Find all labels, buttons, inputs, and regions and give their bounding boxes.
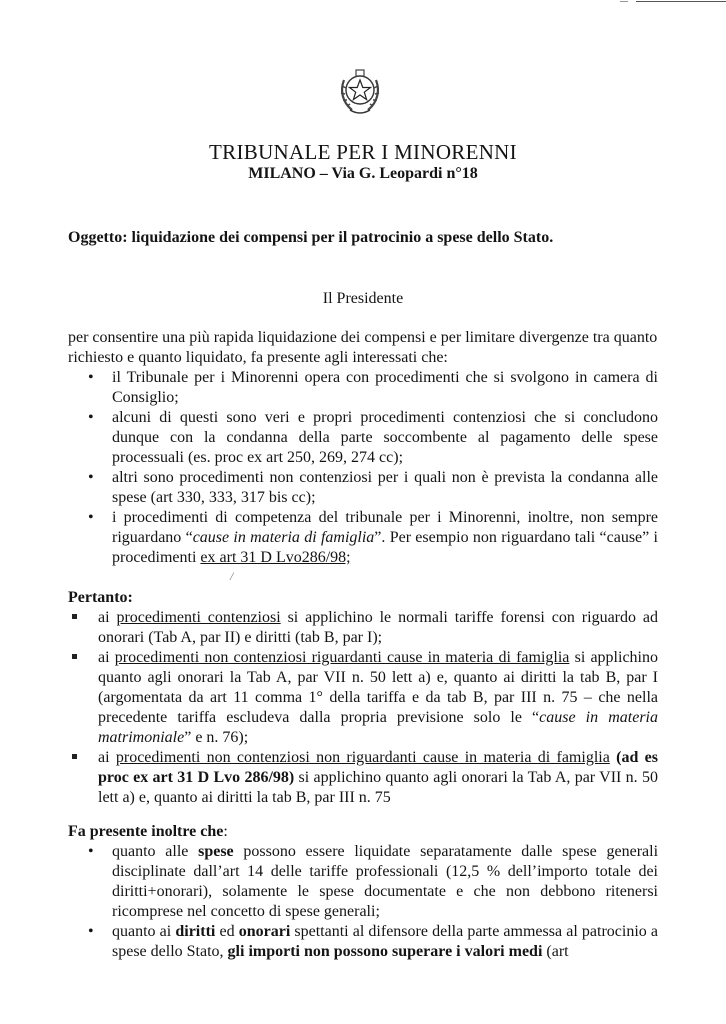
italic-text: cause in materia di famiglia — [192, 529, 375, 546]
italic-text: cause in materia matrimoniale — [98, 709, 658, 746]
stray-pen-mark: / — [230, 569, 234, 583]
bold-text: spese — [198, 843, 234, 860]
list-item: • il Tribunale per i Minorenni opera con procedimenti che si svolgono in camera di Consiglio; — [68, 368, 658, 408]
item-text: ai — [98, 649, 115, 666]
item-text: ai — [98, 609, 117, 626]
bold-text: (ad es proc ex art 31 D Lvo 286/98) — [98, 749, 658, 786]
intro-paragraph: per consentire una più rapida liquidazione dei compensi e per limitare divergenze tra quanto richiesto e quanto liquidato, fa presente agli interessati che: — [68, 329, 658, 366]
item-text: ”. Per esempio non riguardano tali “cause” i procedimenti — [112, 529, 659, 566]
item-text: si applichino quanto agli onorari la Tab A, par VII n. 50 lett a) e, quanto ai diritti la tab B, par I (argomentata da art 11 comma 1° della tariffa e da tab B, par III n. 75 – che nella precedente tariffa escludeva dalla propria previsione solo le “ — [98, 649, 658, 726]
intro-list — [68, 368, 658, 568]
item-text: spettanti al difensore della parte ammessa al patrocinio a spese dello Stato, — [112, 923, 658, 960]
underlined-text: procedimenti non contenziosi non riguardanti cause in materia di famiglia — [115, 749, 610, 766]
item-text: possono essere liquidate separatamente dalle spese generali disciplinate dall’art 14 delle tariffe professionali (12,5 % dell’importo totale dei diritti+onorari), solamente le spese documentate e che non debbono ritenersi ricomprese nel concetto di spese generali; — [112, 843, 659, 920]
list-item — [68, 608, 658, 648]
president-heading: Il Presidente — [322, 290, 404, 307]
item-text: ed — [215, 923, 239, 940]
fa-presente-list — [68, 842, 658, 962]
pertanto-section — [68, 588, 658, 808]
subject-line: Oggetto: liquidazione dei compensi per il patrocinio a spese dello Stato. — [68, 229, 554, 246]
court-title: TRIBUNALE PER I MINORENNI — [209, 140, 517, 164]
republic-emblem-icon — [336, 66, 384, 118]
scan-edge-line — [636, 1, 726, 2]
item-text: ai — [98, 749, 116, 766]
list-item — [68, 508, 658, 568]
underlined-text: procedimenti non contenziosi riguardanti cause in materia di famiglia — [114, 649, 570, 666]
list-item: • altri sono procedimenti non contenziosi per i quali non è prevista la condanna alle spese (art 330, 333, 317 bis cc); — [68, 468, 658, 508]
underlined-text: procedimenti contenziosi — [116, 609, 281, 626]
list-item — [68, 748, 658, 808]
item-text: quanto ai — [112, 923, 176, 940]
item-text: (art — [542, 943, 569, 960]
heading-colon: : — [223, 823, 228, 840]
list-item — [68, 922, 658, 962]
pertanto-heading: Pertanto: — [68, 589, 133, 606]
list-item — [68, 648, 658, 748]
list-item — [68, 842, 658, 922]
fa-presente-section — [68, 822, 658, 962]
court-address: MILANO – Via G. Leopardi n°18 — [248, 165, 478, 182]
heading-text: Fa presente inoltre che — [68, 823, 224, 840]
list-item: • alcuni di questi sono veri e propri procedimenti contenziosi che si concludono dunque con la condanna della parte soccombente al pagamento delle spese processuali (es. proc ex art 250, 269, 274 cc); — [68, 408, 658, 468]
item-text: si applichino quanto agli onorari la Tab A, par VII n. 50 lett a) e, quanto ai diritti la tab B, par III n. 75 — [98, 769, 658, 806]
intro-section — [68, 328, 658, 568]
item-text: quanto alle — [112, 843, 199, 860]
bold-text: gli importi non possono superare i valori medi — [227, 943, 543, 960]
underlined-text: ex art 31 D Lvo286/98; — [200, 549, 351, 566]
item-text: si applichino le normali tariffe forensi con riguardo ad onorari (Tab A, par II) e diritti (tab B, par I); — [98, 609, 659, 646]
pertanto-list — [68, 608, 658, 808]
fa-presente-heading — [68, 822, 658, 842]
item-text: i procedimenti di competenza del tribunale per i Minorenni, inoltre, non sempre riguardano “ — [112, 509, 658, 546]
scan-edge-tick — [620, 1, 628, 2]
item-text: ” e n. 76); — [184, 729, 249, 746]
bold-text: onorari — [238, 923, 291, 940]
bold-text: diritti — [175, 923, 216, 940]
